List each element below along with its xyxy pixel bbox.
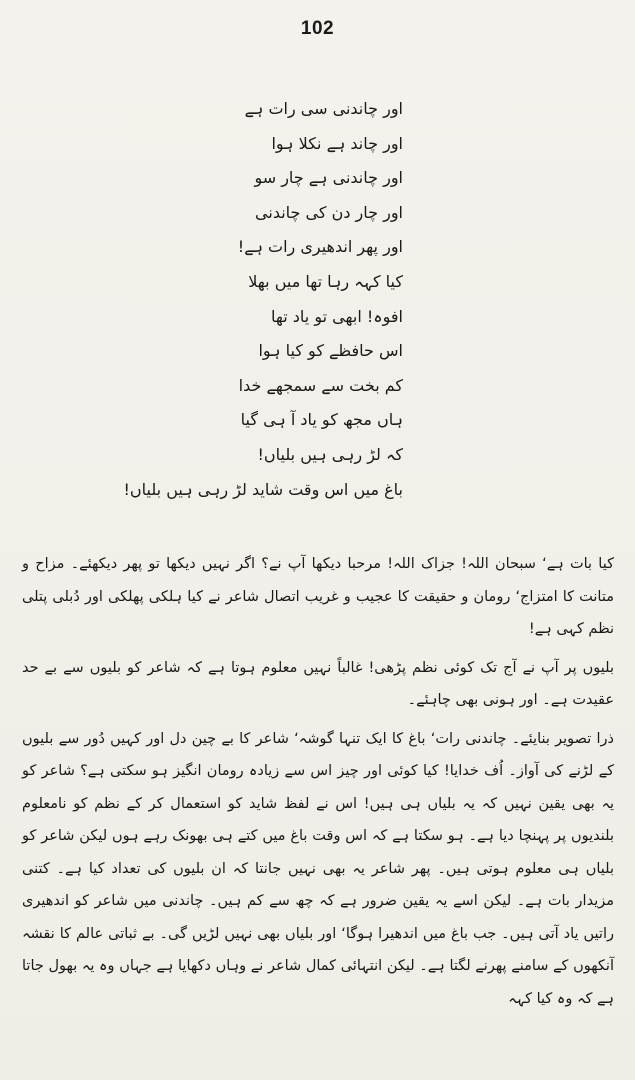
- poem-line: اور پھر اندھیری رات ہے!: [237, 237, 403, 257]
- paragraph: بلیوں پر آپ نے آج تک کوئی نظم پڑھی! غالباً نہیں معلوم ہوتا ہے کہ شاعر کو بلیوں سے بے حد عقیدت ہے۔ اور ہونی بھی چاہئے۔: [22, 659, 614, 708]
- poem-line: کہ لڑ رہی ہیں بلیاں!: [257, 444, 403, 464]
- poem-line: اس حافظے کو کیا ہوا: [258, 341, 403, 361]
- poem-line: اور چاند ہے نکلا ہوا: [271, 133, 403, 153]
- paragraph: کیا بات ہے‘ سبحان اللہ! جزاک اللہ! مرحبا دیکھا آپ نے؟ اگر نہیں دیکھا تو پھر دیکھئے۔ مزاح و متانت کا امتزاج‘ رومان و حقیقت کا عجیب و غریب اتصال شاعر نے کیا ہلکی پھلکی اور دُبلی پتلی نظم کہی ہے!: [22, 556, 614, 637]
- poem-line: اور چاندنی سی رات ہے: [244, 99, 403, 118]
- poem-line: ہاں مجھ کو یاد آ ہی گیا: [240, 410, 403, 430]
- poem-line: اور چار دن کی چاندنی: [255, 202, 403, 222]
- poem-block: [103, 92, 403, 507]
- page-number: 102: [300, 18, 335, 39]
- commentary-text: [22, 548, 614, 1015]
- poem-line: افوہ! ابھی تو یاد تھا: [271, 306, 403, 326]
- poem-line: اور چاندنی ہے چار سو: [254, 168, 403, 188]
- paragraph: ذرا تصویر بنایئے۔ چاندنی رات‘ باغ کا ایک تنہا گوشہ‘ شاعر کا بے چین دل اور کہیں دُور سے بلیوں کے لڑنے کی آواز۔ اُف خدایا! کیا کوئی اور چیز اس سے زیادہ رومان انگیز ہو سکتی ہے؟ شاعر کو یہ بھی یقین نہیں کہ یہ بلیاں ہی ہیں! اس نے لفظ شاید کو استعمال کر کے نظم کو نامعلوم بلندیوں پر پہنچا دیا ہے۔ ہو سکتا ہے کہ اس وقت باغ میں کتے ہی بھونک رہے ہوں لیکن شاعر کو بلیاں ہی معلوم ہوتی ہیں۔ پھر شاعر یہ بھی نہیں جانتا کہ ان بلیوں کی تعداد کیا ہے۔ کتنی مزیدار بات ہے۔ لیکن اسے یہ یقین ضرور ہے کہ چھ سے کم ہیں۔ چاندنی میں شاعر کو اندھیری راتیں یاد آتی ہیں۔ جب باغ میں اندھیرا ہوگا‘ اور بلیاں بھی نہیں لڑیں گی۔ بے ثباتی عالم کا نقشہ آنکھوں کے سامنے پھرنے لگتا ہے۔ لیکن انتہائی کمال شاعر نے وہاں دکھایا ہے جہاں وہ یہ بھول جاتا ہے کہ وہ کیا کہہ: [22, 730, 614, 1007]
- poem-line: باغ میں اس وقت شاید لڑ رہی ہیں بلیاں!: [123, 479, 403, 499]
- poem-line: کم بخت سے سمجھے خدا: [238, 375, 403, 395]
- poem-line: کیا کہہ رہا تھا میں بھلا: [248, 271, 403, 291]
